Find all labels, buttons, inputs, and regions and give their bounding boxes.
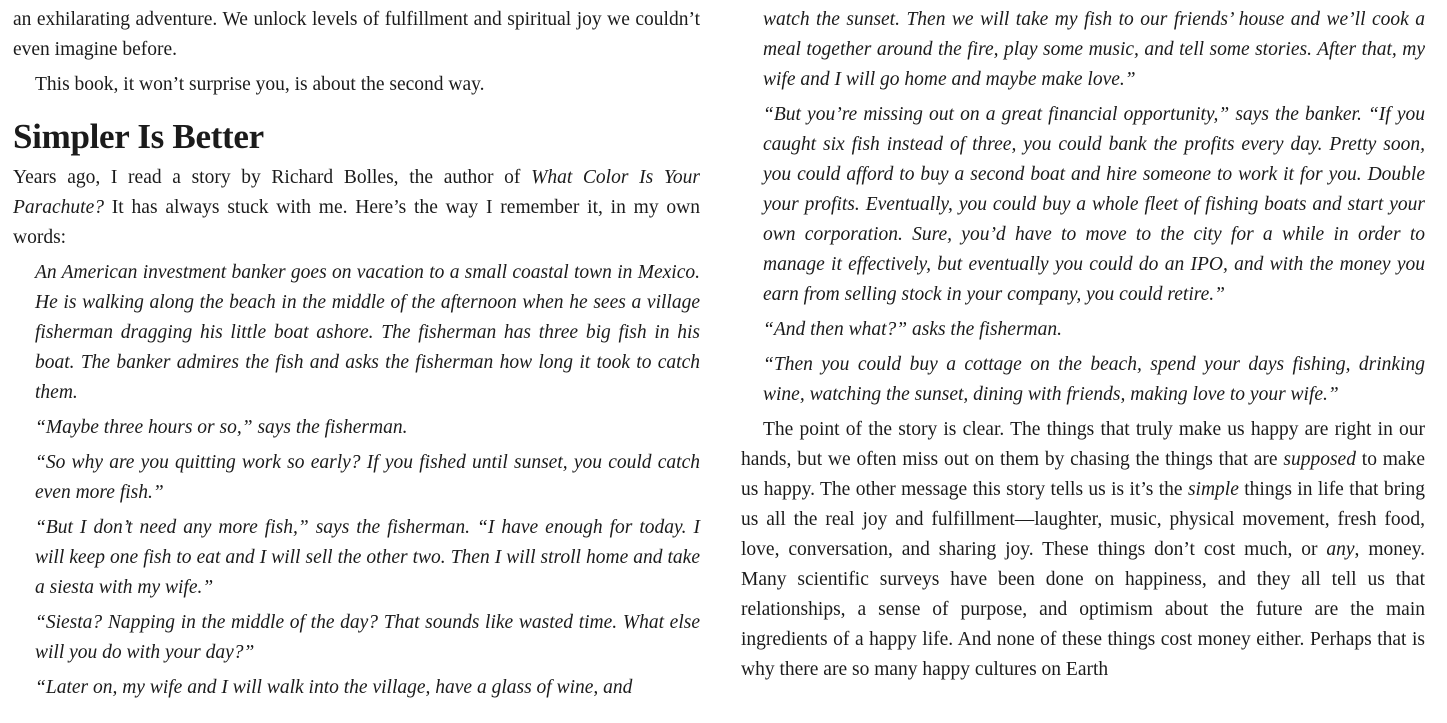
text-run: “But you’re missing out on a great financial opportunity,” says the banker. “If you caught six fish instead of three, you could bank the profits every day. Pretty soon, you could afford to buy a second boat and hire someone to work it for you. Double your profits. Eventually, you could buy a whole fleet of fishing boats and start your own corporation. Sure, you’d have to move to the city for a while in order to manage it effectively, but eventually you could do an IPO, and with the money you earn from selling stock in your company, you could retire.” [763,104,1425,305]
left-column [13,5,700,723]
text-run: Years ago, I read a story by Richard Bolles, the author of [13,167,532,188]
text-run: “Then you could buy a cottage on the beach, spend your days fishing, drinking wine, watching the sunset, dining with friends, making love to your wife.” [763,354,1425,405]
text-run: “But I don’t need any more fish,” says the fisherman. “I have enough for today. I will keep one fish to eat and I will sell the other two. Then I will stroll home and take a siesta with my wife.” [35,517,700,598]
story-quote-paragraph [763,100,1425,310]
body-paragraph [13,163,700,253]
text-run: an exhilarating adventure. We unlock levels of fulfillment and spiritual joy we couldn’t even imagine before. [13,9,700,60]
body-paragraph [13,5,700,65]
text-run: things in life that bring us all the real joy and fulfillment—laughter, music, physical movement, fresh food, love, conversation, and sharing joy. These things don’t cost much, or [741,479,1426,560]
text-run: “Maybe three hours or so,” says the fisherman. [35,417,408,438]
italic-text-run: any [1326,539,1355,560]
text-run: watch the sunset. Then we will take my fish to our friends’ house and we’ll cook a meal together around the fire, play some music, and tell some stories. After that, my wife and I will go home and maybe make love.” [763,9,1425,90]
story-quote-paragraph [763,350,1425,410]
text-run: , money. Many scientific surveys have been done on happiness, and they all tell us that relationships, a sense of purpose, and optimism about the future are the main ingredients of a happy life. And none of these things cost money either. Perhaps that is why there are so many happy cultures on Earth [741,539,1425,680]
text-run: The point of the story is clear. The things that truly make us happy are right in our hands, but we often miss out on them by chasing the things that are [741,419,1425,470]
right-column [741,5,1425,723]
text-run: “And then what?” asks the fisherman. [763,319,1063,340]
text-run: “Later on, my wife and I will walk into the village, have a glass of wine, and [35,677,633,698]
story-quote-paragraph [35,673,700,703]
text-run: An American investment banker goes on vacation to a small coastal town in Mexico. He is walking along the beach in the middle of the afternoon when he sees a village fisherman dragging his little boat ashore. The fisherman has three big fish in his boat. The banker admires the fish and asks the fisherman how long it took to catch them. [35,262,700,403]
italic-text-run: simple [1187,479,1239,500]
text-run: This book, it won’t surprise you, is about the second way. [35,74,485,95]
story-quote-paragraph [763,315,1425,345]
italic-text-run: What Color Is Your Parachute? [13,167,700,218]
section-heading: Simpler Is Better [13,117,264,156]
story-quote-paragraph [35,448,700,508]
text-run: “So why are you quitting work so early? If you fished until sunset, you could catch even more fish.” [35,452,700,503]
text-run: It has always stuck with me. Here’s the way I remember it, in my own words: [13,197,700,248]
italic-text-run: supposed [1283,449,1356,470]
story-quote-paragraph [35,608,700,668]
story-quote-paragraph [35,513,700,603]
text-run: “Siesta? Napping in the middle of the day? That sounds like wasted time. What else will you do with your day?” [35,612,700,663]
body-paragraph [741,415,1425,685]
story-quote-paragraph [35,258,700,408]
text-run: to make us happy. The other message this story tells us is it’s the [741,449,1425,500]
story-quote-paragraph [35,413,700,443]
body-paragraph [13,70,700,100]
story-quote-paragraph [763,5,1425,95]
